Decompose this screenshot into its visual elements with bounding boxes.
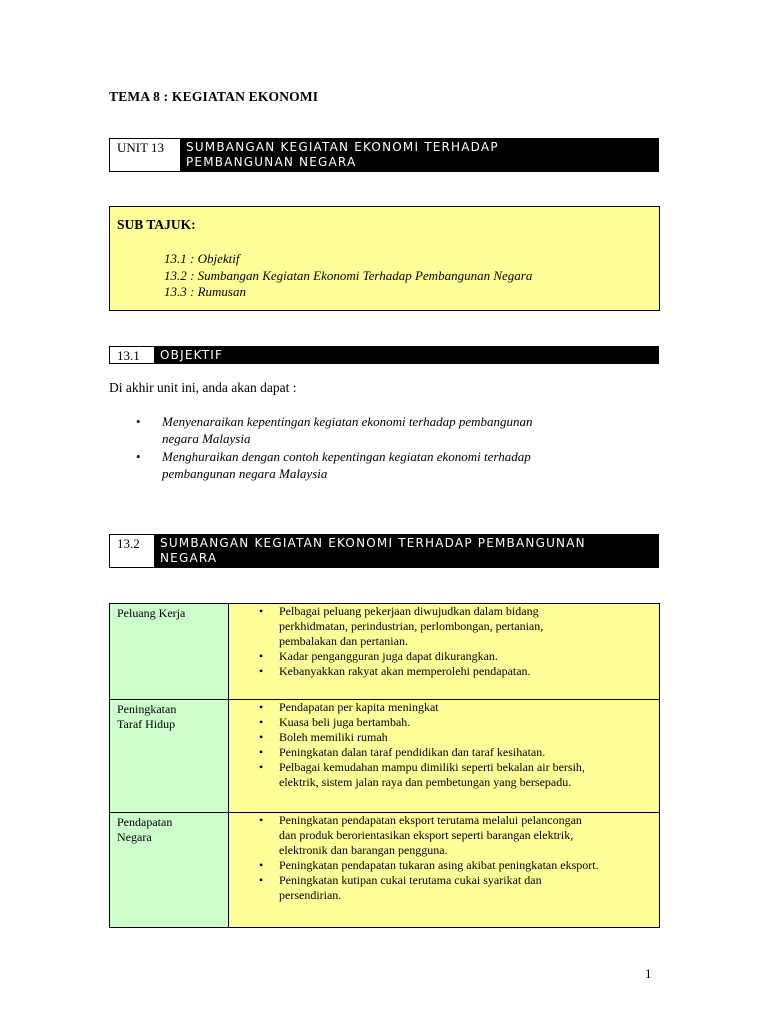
point-line-1: Pelbagai peluang pekerjaan diwujudkan dalam bidang	[279, 604, 539, 618]
point-item	[229, 745, 653, 760]
objective-line-1: Menyenaraikan kepentingan kegiatan ekonomi terhadap pembangunan	[162, 414, 533, 429]
point-line-1: Boleh memiliki rumah	[279, 730, 388, 744]
category-line-2: Negara	[117, 830, 152, 844]
theme-title: TEMA 8 : KEGIATAN EKONOMI	[109, 89, 319, 104]
section-132-number: 13.2	[110, 535, 154, 567]
point-item	[229, 813, 653, 858]
point-list	[229, 700, 653, 790]
bullet-icon: •	[136, 449, 141, 464]
bullet-icon: •	[259, 858, 264, 872]
subtopic-label: SUB TAJUK:	[117, 217, 196, 232]
bullet-icon: •	[259, 649, 264, 663]
bullet-icon: •	[259, 873, 264, 887]
objective-line-2: negara Malaysia	[162, 430, 251, 446]
unit-title	[180, 139, 658, 171]
category-cell	[110, 813, 229, 928]
section-132-header	[109, 534, 659, 568]
bullet-icon: •	[259, 715, 264, 729]
bullet-icon: •	[136, 414, 141, 429]
point-item	[229, 858, 653, 873]
table-row	[110, 604, 660, 700]
point-item	[229, 730, 653, 745]
point-line-1: Kadar pengangguran juga dapat dikurangkan.	[279, 649, 498, 663]
point-line-1: Kuasa beli juga bertambah.	[279, 715, 411, 729]
point-line-1: Peningkatan kutipan cukai terutama cukai syarikat dan	[279, 873, 542, 887]
point-line-1: Pelbagai kemudahan mampu dimiliki seperti bekalan air bersih,	[279, 760, 585, 774]
unit-title-line-1: SUMBANGAN KEGIATAN EKONOMI TERHADAP	[186, 140, 499, 154]
point-item	[229, 664, 653, 679]
description-cell	[229, 813, 660, 928]
section-132-title	[154, 535, 658, 567]
bullet-icon: •	[259, 730, 264, 744]
contribution-table	[109, 603, 660, 928]
objective-line-1: Menghuraikan dengan contoh kepentingan kegiatan ekonomi terhadap	[162, 449, 531, 464]
category-line-1: Pendapatan	[117, 815, 173, 829]
point-line-3: pembalakan dan pertanian.	[279, 634, 408, 648]
subtopic-box	[109, 206, 660, 311]
point-item	[229, 715, 653, 730]
point-line-1: Peningkatan dalan taraf pendidikan dan taraf kesihatan.	[279, 745, 546, 759]
subtopic-item: 13.2 : Sumbangan Kegiatan Ekonomi Terhadap Pembangunan Negara	[164, 267, 533, 283]
unit-title-line-2: PEMBANGUNAN NEGARA	[186, 155, 357, 169]
point-item	[229, 604, 653, 649]
category-line-2: Taraf Hidup	[117, 717, 176, 731]
category-line-1: Peningkatan	[117, 702, 177, 716]
category-cell	[110, 700, 229, 813]
section-132-title-line-2: NEGARA	[160, 551, 218, 565]
description-cell	[229, 700, 660, 813]
bullet-icon: •	[259, 760, 264, 774]
point-list	[229, 813, 653, 903]
point-line-2: dan produk berorientasikan eksport seperti barangan elektrik,	[279, 828, 574, 842]
unit-number: UNIT 13	[110, 139, 180, 171]
subtopic-list	[164, 251, 532, 301]
category-line-1: Peluang Kerja	[117, 606, 186, 620]
point-item	[229, 760, 653, 790]
point-line-2: perkhidmatan, perindustrian, perlombongan, pertanian,	[279, 619, 544, 633]
bullet-icon: •	[259, 604, 264, 618]
subtopic-item: 13.3 : Rumusan	[164, 284, 246, 299]
objective-line-2: pembangunan negara Malaysia	[162, 465, 328, 481]
objective-item	[136, 449, 636, 482]
point-line-1: Kebanyakkan rakyat akan memperolehi pendapatan.	[279, 664, 531, 678]
point-line-3: elektronik dan barangan pengguna.	[279, 843, 448, 857]
point-item	[229, 700, 653, 715]
point-line-1: Peningkatan pendapatan eksport terutama melalui pelancongan	[279, 813, 582, 827]
point-line-2: persendirian.	[279, 888, 342, 902]
point-line-1: Peningkatan pendapatan tukaran asing akibat peningkatan eksport.	[279, 858, 599, 872]
objectives-list	[136, 414, 636, 484]
subtopic-item: 13.1 : Objektif	[164, 251, 240, 266]
description-cell	[229, 604, 660, 700]
bullet-icon: •	[259, 664, 264, 678]
page-number: 1	[645, 966, 652, 981]
point-item	[229, 649, 653, 664]
unit-header	[109, 138, 659, 172]
section-131-number: 13.1	[110, 347, 154, 363]
category-cell	[110, 604, 229, 700]
section-132-title-line-1: SUMBANGAN KEGIATAN EKONOMI TERHADAP PEMBANGUNAN	[160, 536, 586, 550]
section-131-header	[109, 346, 659, 364]
table-row	[110, 813, 660, 928]
point-line-2: elektrik, sistem jalan raya dan pembetungan yang bersepadu.	[279, 775, 572, 789]
bullet-icon: •	[259, 813, 264, 827]
table-row	[110, 700, 660, 813]
point-line-1: Pendapatan per kapita meningkat	[279, 700, 439, 714]
bullet-icon: •	[259, 745, 264, 759]
objective-item	[136, 414, 636, 447]
point-item	[229, 873, 653, 903]
bullet-icon: •	[259, 700, 264, 714]
objectives-intro: Di akhir unit ini, anda akan dapat :	[109, 380, 297, 395]
section-131-title: OBJEKTIF	[154, 347, 658, 363]
point-list	[229, 604, 653, 679]
